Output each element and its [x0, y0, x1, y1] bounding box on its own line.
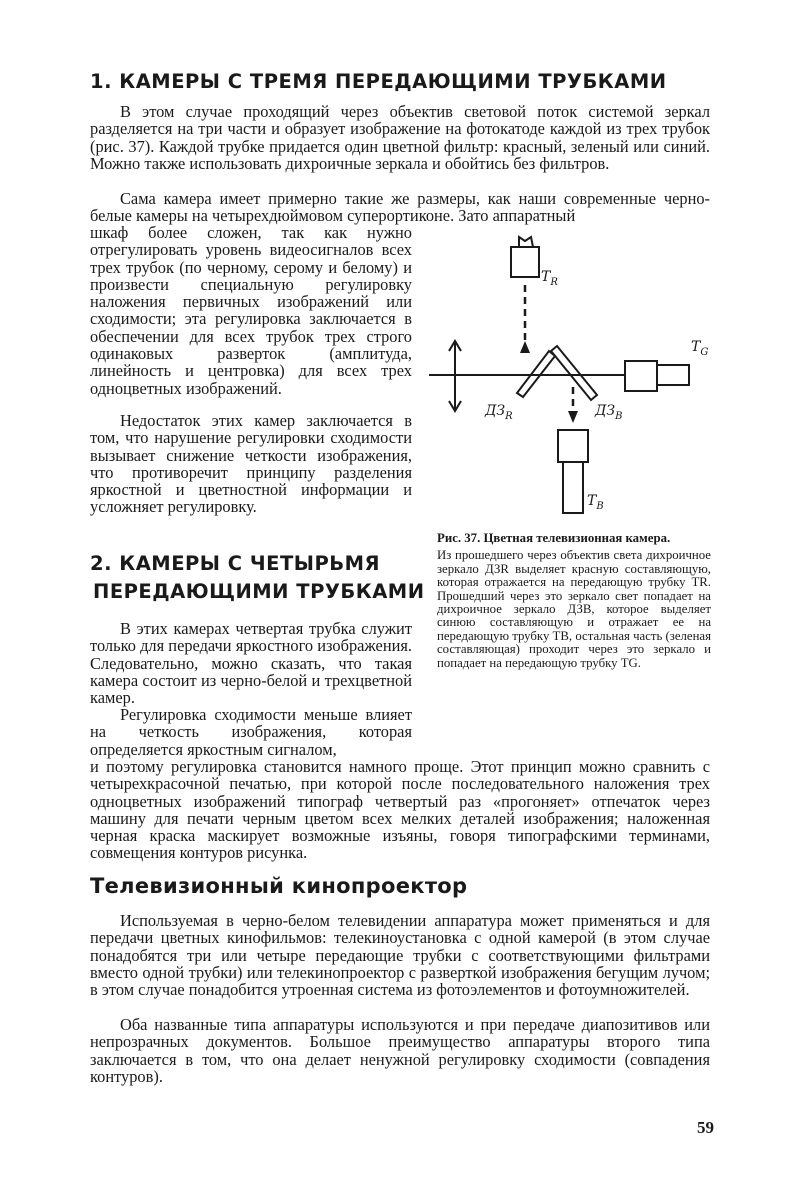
page-number: 59: [697, 1118, 714, 1137]
section-2-paragraph-2-wide: и поэтому регулировка становится намного проще. Этот принцип можно сравнить с четырехкрасочной печатью, при которой после последовательного наложения трех одноцветных изображений типограф четвертый раз «прогоняет» отпечаток через машину для печати черным цветом всех мелких деталей изображения; наложенная черная краска маскирует возможные изъяны, говоря типографскими терминами, совмещения контуров рисунка.: [90, 757, 710, 863]
red-path-arrow: [520, 341, 530, 353]
section-1-paragraph-3: Недостаток этих камер заключается в том, что нарушение регулировки сходимости вызывает снижение четкости изображения, что противоречит принципу разделения яркостной и цветностной информации и усложняет регулировку.: [90, 411, 412, 517]
section-2-heading-line-2: ПЕРЕДАЮЩИМИ ТРУБКАМИ: [93, 580, 425, 603]
label-mirror-b: $ДЗ_B$: [595, 403, 623, 422]
tube-r-body: [511, 247, 539, 277]
section-2-heading-line-1: 2. КАМЕРЫ С ЧЕТЫРЬМЯ: [90, 552, 381, 575]
figure-caption-body: Из прошедшего через объектив света дихроичное зеркало ДЗR выделяет красную составляющую, которая отражается на передающую трубку TR. Прошедший через это зеркало свет попадает на дихроичное зеркало ДЗB, которое выделяет синюю составляющую и отражает ее на передающую трубку TB, остальная часть (зеленая составляющая) проходит через это зеркало и попадает на передающую трубку TG.: [437, 548, 711, 670]
figure-37-caption: [437, 532, 711, 670]
section-3-paragraph-2: Оба названные типа аппаратуры используются и при передаче диапозитивов или непрозрачных документов. Большое преимущество аппаратуры второго типа заключается в том, что она делает ненужной регулировку сходимости (совпадения контуров).: [90, 1015, 710, 1086]
section-1-paragraph-2-wide: Сама камера имеет примерно такие же размеры, как наши современные черно-белые камеры на четырехдюймовом суперортиконе. Зато аппаратный: [90, 189, 710, 226]
section-3-heading: Телевизионный кинопроектор: [90, 874, 468, 898]
tube-b-body: [558, 430, 588, 462]
label-tube-g: $T_G$: [691, 339, 709, 358]
section-1-paragraph-1: В этом случае проходящий через объектив световой поток системой зеркал разделяется на три части и образует изображение на фотокатоде каждой из трех трубок (рис. 37). Каждой трубке придается один цветной фильтр: красный, зеленый или синий. Можно также использовать дихроичные зеркала и обойтись без фильтров.: [90, 102, 710, 173]
section-1-heading: 1. КАМЕРЫ С ТРЕМЯ ПЕРЕДАЮЩИМИ ТРУБКАМИ: [90, 70, 667, 93]
figure-37-diagram: [425, 225, 715, 525]
label-tube-b: $T_B$: [587, 493, 604, 512]
tube-g-body: [625, 361, 657, 391]
section-2-paragraph-1: В этих камерах четвертая трубка служит только для передачи яркостного изображения. Следовательно, можно сказать, что такая камера состоит из черно-белой и трехцветной камер.: [90, 619, 412, 708]
section-3-paragraph-1: Используемая в черно-белом телевидении аппаратура может применяться и для передачи цветных кинофильмов: телекиноустановка с одной камерой (в этом случае понадобятся три или четыре передающие трубки с соответствующими фильтрами вместо одной трубки) или телекинопроектор с разверткой изображения бегущим лучом; в этом случае понадобится утроенная система из фотоэлементов и фотоумножителей.: [90, 911, 710, 1000]
figure-caption-title: Рис. 37. Цветная телевизионная камера.: [437, 531, 671, 545]
label-mirror-r: $ДЗ_R$: [485, 403, 513, 422]
section-1-paragraph-2-narrow: шкаф более сложен, так как нужно отрегулировать уровень видеосигналов всех трех трубок (по черному, серому и белому) и произвести специальную регулировку наложения первичных изображений или сходимости; эта регулировка заключается в обеспечении для всех трубок трех строго одинаковых разверток (амплитуда, линейность и центровка) для всех трех одноцветных изображений.: [90, 223, 412, 398]
blue-path-arrow: [568, 411, 578, 423]
label-tube-r: $T_R$: [541, 269, 558, 288]
section-2-paragraph-2-narrow: Регулировка сходимости меньше влияет на четкость изображения, которая определяется яркостным сигналом,: [90, 705, 412, 759]
tube-b-neck: [563, 462, 583, 513]
tube-r-cap: [519, 237, 533, 247]
tube-g-neck: [657, 365, 689, 385]
